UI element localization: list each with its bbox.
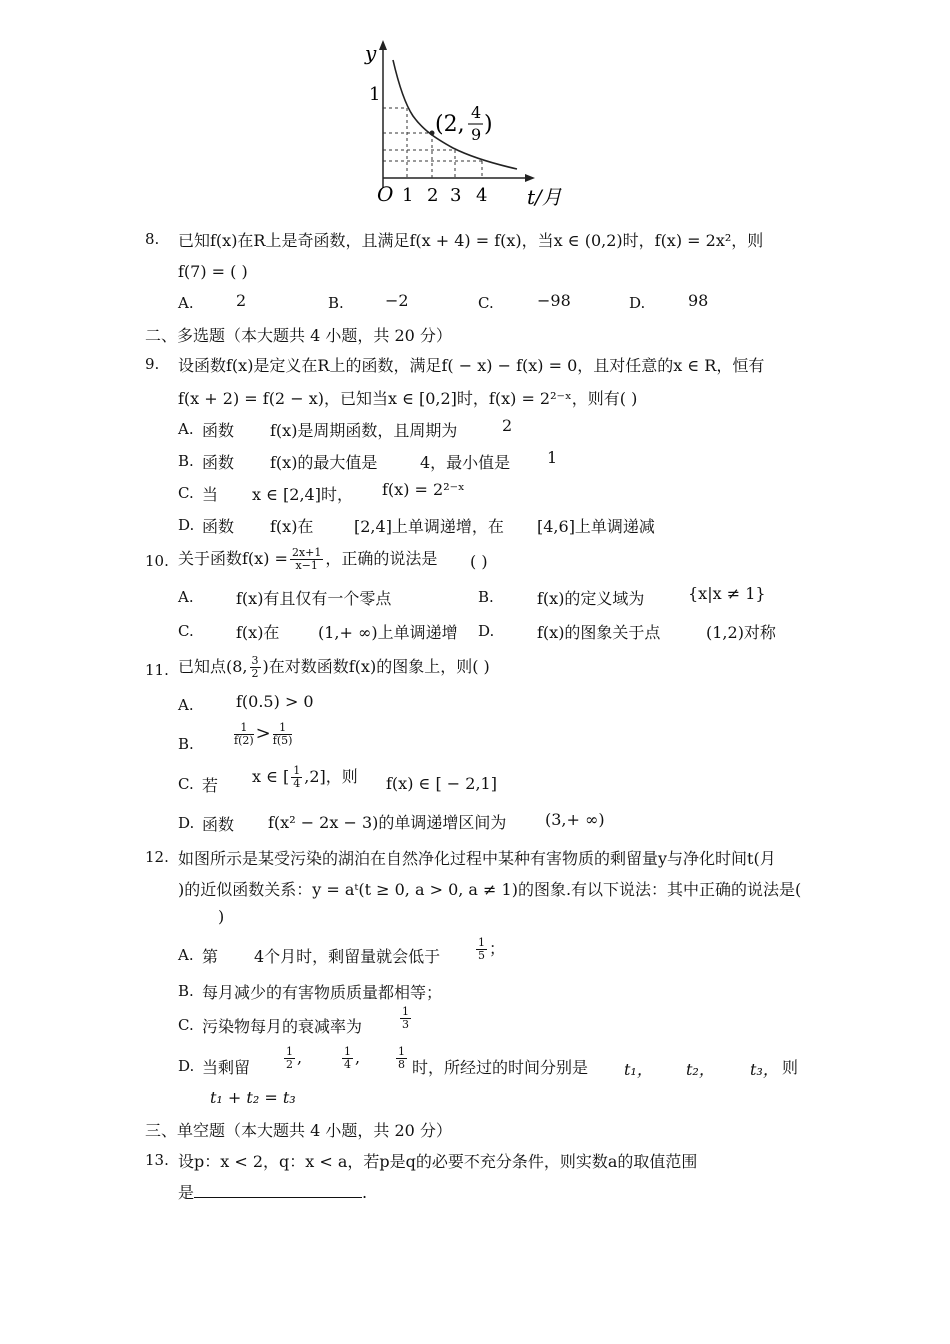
option-a-text: 函数 (202, 421, 235, 440)
x-tick: 2 (427, 185, 439, 206)
option-d-text: 当剩留 (202, 1058, 251, 1077)
option-c-label: C. (178, 484, 194, 502)
option-b-value: −2 (385, 291, 409, 310)
option-d-label: D. (478, 622, 495, 640)
curve-point (430, 131, 435, 136)
question-stem-line2: 是 . (178, 1183, 368, 1202)
section-heading: 三、单空题（本大题共 4 小题，共 20 分） (145, 1121, 452, 1140)
fraction: $\frac{1}{f(2)}$ (234, 721, 254, 747)
origin-label: O (377, 182, 394, 206)
question-stem-line1: 设p：x < 2，q：x < a，若p是q的必要不充分条件，则实数a的取值范围 (178, 1152, 698, 1171)
option-d-text: 函数 (202, 815, 235, 834)
option-d-label: D. (178, 814, 195, 832)
option-d-text: (1,2)对称 (706, 623, 776, 642)
option-c-label: C. (178, 1016, 194, 1034)
option-d-text: f(x² − 2x − 3)的单调递增区间为 (268, 813, 507, 832)
option-c-text: f(x) = 2²⁻ˣ (382, 480, 465, 499)
point-label-num: 4 (471, 103, 482, 122)
x-tick: 1 (402, 185, 414, 206)
option-d-text: (3,+ ∞) (545, 810, 605, 829)
stem-text: )在对数函数f(x)的图象上，则( ) (262, 657, 490, 676)
fraction: $\frac{1}{2}$ , (286, 1045, 303, 1071)
section-heading: 二、多选题（本大题共 4 小题，共 20 分） (145, 326, 452, 345)
option-d-text: f(x)的图象关于点 (537, 623, 661, 642)
option-b-label: B. (178, 982, 194, 1000)
option-a-text: f(x)是周期函数，且周期为 (270, 421, 458, 440)
option-d-text: 函数 (202, 517, 235, 536)
question-number: 8. (145, 230, 160, 248)
question-stem-line1: 已知f(x)在R上是奇函数，且满足f(x + 4) = f(x)，当x ∈ (0,2)时，f(x) = 2x²，则 (178, 231, 764, 250)
point-label-den: 9 (471, 125, 482, 144)
question-stem-line1: 如图所示是某受污染的湖泊在自然净化过程中某种有害物质的剩留量y与净化时间t(月 (178, 849, 776, 868)
option-c-text: f(x)在 (236, 623, 280, 642)
question-stem-line1: 设函数f(x)是定义在R上的函数，满足f( − x) − f(x) = 0，且对任意的x ∈ R，恒有 (178, 356, 765, 375)
stem-text: ，正确的说法是 (325, 549, 438, 568)
option-a-text: $\frac{1}{5}$ ； (478, 936, 506, 962)
option-a-text: f(0.5) > 0 (236, 692, 314, 711)
question-number: 10. (145, 552, 169, 570)
option-c-text: (1,+ ∞)上单调递增 (318, 623, 458, 642)
fraction: $\frac{1}{f(5)}$ (272, 721, 293, 747)
option-d-text: [2,4]上单调递增，在 (354, 517, 504, 536)
y-axis-label: y (365, 41, 377, 65)
option-c-value: −98 (537, 291, 571, 310)
option-b-text: 每月减少的有害物质质量都相等； (202, 983, 443, 1002)
fraction: $\frac{1}{5}$ (478, 936, 485, 962)
option-c-text: x ∈ [ $\frac{1}{4}$ ,2]，则 (252, 764, 358, 790)
option-b-text: 函数 (202, 453, 235, 472)
option-b-label: B. (178, 735, 194, 753)
option-c-text: f(x) ∈ [ − 2,1] (386, 774, 497, 793)
fraction: $\frac{2x+1}{x-1}$ (291, 546, 322, 572)
decay-graph (355, 38, 575, 218)
option-d-label: D. (178, 1057, 195, 1075)
fraction: $\frac{1}{4}$ (293, 764, 301, 790)
option-a-label: A. (178, 946, 194, 964)
option-b-text: {x|x ≠ 1} (688, 584, 766, 603)
option-d-text: t₁， (624, 1060, 653, 1079)
option-c-fraction: $\frac{1}{3}$ (402, 1005, 409, 1031)
fraction: $\frac{3}{2}$ (251, 654, 259, 680)
option-a-label: A. (178, 696, 194, 714)
option-d-text: t₂， (686, 1060, 715, 1079)
option-a-value: 2 (236, 291, 247, 310)
question-number: 12. (145, 848, 169, 866)
question-stem-line2: f(7) = ( ) (178, 262, 248, 281)
answer-paren: ( ) (470, 552, 488, 571)
option-b-text: f(x)的定义域为 (537, 589, 645, 608)
option-d-text: 则 (782, 1058, 799, 1077)
option-b-label: B. (328, 294, 344, 312)
point-label-suffix: ) (484, 112, 493, 137)
option-b-text: 1 (547, 448, 558, 467)
guide-lines (383, 108, 482, 178)
question-stem-line2: )的近似函数关系：y = aᵗ(t ≥ 0, a > 0, a ≠ 1)的图象.有以下说法：其中正确的说法是( (178, 880, 802, 899)
x-axis-label: t/月 (527, 185, 562, 209)
option-b-text: 4，最小值是 (420, 453, 511, 472)
option-c-text: 若 (202, 776, 219, 795)
question-stem (178, 546, 437, 572)
option-c-text: 当 (202, 485, 219, 504)
x-tick: 3 (450, 185, 462, 206)
option-d-label: D. (178, 516, 195, 534)
option-b-text (232, 722, 294, 747)
option-a-text: 第 (202, 947, 219, 966)
option-a-label: A. (178, 588, 194, 606)
question-stem (178, 654, 490, 680)
option-a-text: f(x)有且仅有一个零点 (236, 589, 392, 608)
question-stem-line2: f(x + 2) = f(2 − x)，已知当x ∈ [0,2]时，f(x) = 2²⁻ˣ，则有( ) (178, 389, 638, 408)
question-number: 9. (145, 355, 160, 373)
option-a-text: 4个月时，剩留量就会低于 (254, 947, 441, 966)
gt-sign: > (255, 723, 271, 744)
option-d-text: f(x)在 (270, 517, 314, 536)
option-a-label: A. (178, 294, 194, 312)
option-a-text: 2 (502, 416, 513, 435)
option-d-value: 98 (688, 291, 709, 310)
option-b-label: B. (478, 588, 494, 606)
option-d-text: 时，所经过的时间分别是 (412, 1058, 589, 1077)
option-d-label: D. (629, 294, 646, 312)
option-b-label: B. (178, 452, 194, 470)
stem-text: 关于函数f(x) = (178, 549, 288, 568)
option-d-formula: t₁ + t₂ = t₃ (210, 1088, 296, 1107)
option-a-label: A. (178, 420, 194, 438)
fraction: $\frac{1}{4}$ , (344, 1045, 361, 1071)
option-c-text: 污染物每月的衰减率为 (202, 1017, 363, 1036)
option-c-label: C. (178, 775, 194, 793)
option-c-label: C. (478, 294, 494, 312)
option-d-text: t₃， (750, 1060, 779, 1079)
point-label-prefix: (2, (435, 112, 465, 137)
question-stem-line3: ) (218, 907, 225, 926)
question-number: 11. (145, 661, 169, 679)
stem-text: 已知点(8, (178, 657, 248, 676)
option-b-text: f(x)的最大值是 (270, 453, 378, 472)
x-axis-arrow (525, 174, 535, 182)
x-tick: 4 (476, 185, 488, 206)
y-tick-1: 1 (369, 84, 381, 105)
option-c-text: x ∈ [2,4]时， (252, 485, 353, 504)
fraction: $\frac{1}{8}$ (398, 1045, 405, 1071)
y-axis-arrow (379, 40, 387, 50)
option-d-text: [4,6]上单调递减 (537, 517, 655, 536)
option-c-label: C. (178, 622, 194, 640)
question-number: 13. (145, 1151, 169, 1169)
answer-blank[interactable] (194, 1183, 362, 1198)
